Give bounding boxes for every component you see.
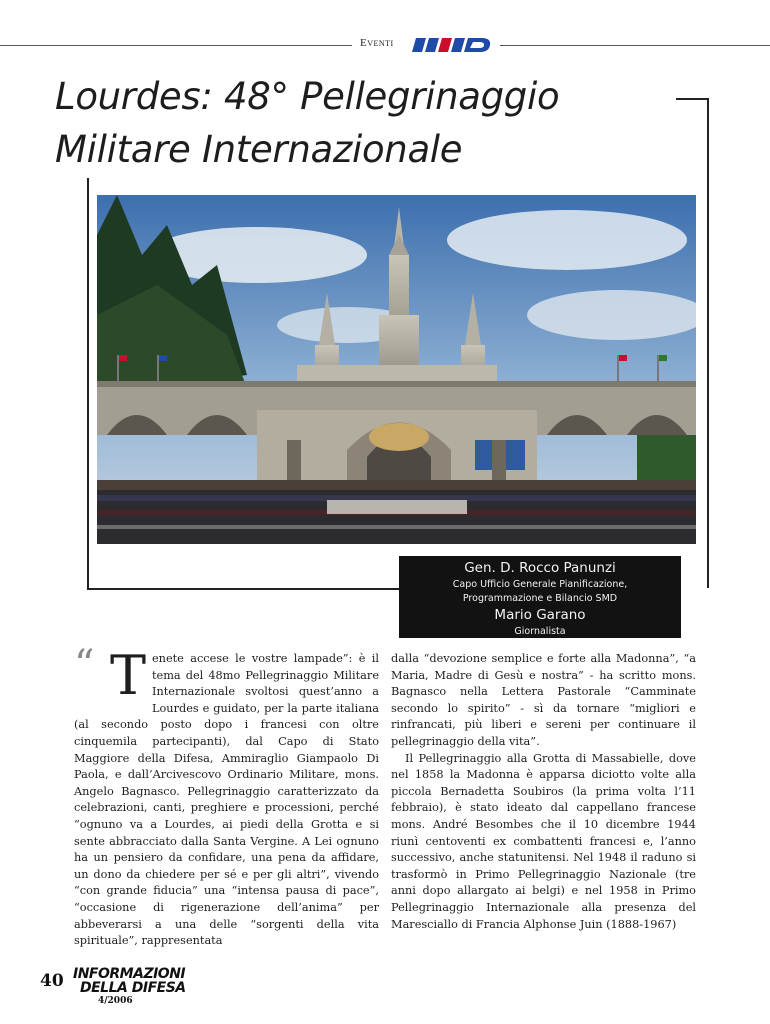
- header-rule-right: [500, 45, 770, 46]
- article-column-right: [391, 651, 696, 933]
- drop-cap-letter: T: [110, 644, 147, 707]
- frame-rule-bottom: [87, 588, 399, 590]
- author-role-line: Giornalista: [514, 626, 566, 637]
- drop-cap: [74, 642, 152, 707]
- frame-rule-left: [87, 178, 89, 590]
- paragraph: Il Pellegrinaggio alla Grotta di Massabielle, dove nel 1858 la Madonna è apparsa diciotto volte alla piccola Bernadetta Soubiros (la prima volta l’11 febbraio), è stato ideato dal cappellano francese mons. André Besombes che il 10 dicembre 1944 riunì centoventi ex combattenti francesi e, l’anno successivo, anche statunitensi. Nel 1948 il raduno si trasformò in Primo Pellegrinaggio Nazionale (tre anni dopo allargato ai belgi) e nel 1958 in Primo Pellegrinaggio Internazionale alla presenza del Maresciallo di Francia Alphonse Juin (1888-1967): [391, 751, 696, 931]
- frame-rule-top: [676, 98, 709, 100]
- smd-logo-icon: [412, 36, 492, 54]
- section-label: Eventi: [360, 37, 394, 49]
- author-role-line: Programmazione e Bilancio SMD: [462, 593, 618, 604]
- issue-number: 4/2006: [98, 996, 133, 1006]
- drop-quote-mark: “: [74, 642, 95, 688]
- article-title: [55, 70, 695, 176]
- magazine-logo-line-1: INFORMAZIONI: [73, 966, 186, 982]
- basilica-photo: [97, 195, 696, 544]
- title-line-2: Militare Internazionale: [55, 128, 463, 171]
- paragraph: enete accese le vostre lampade”: è il tema del 48mo Pellegrinaggio Militare Internazionale svoltosi quest’anno a Lourdes e guidato, per la parte italiana (al secondo posto dopo i francesi con oltre cinquemila partecipanti), dal Capo di Stato Maggiore della Difesa, Ammiraglio Giampaolo Di Paola, e dall’Arcivescovo Ordinario Militare, mons. Angelo Bagnasco. Pellegrinaggio caratterizzato da celebrazioni, canti, preghiere e processioni, perché “ognuno va a Lourdes, ai piedi della Grotta e si sente abbracciato dalla Santa Vergine. A Lei ognuno ha un pensiero da confidare, una pena da affidare, un dono da chiedere per sé e per gli altri”, vivendo “con grande fiducia” una “intensa pausa di pace”, “occasione di rigenerazione dell’anima” per abbeverarsi a una delle “sorgenti della vita spirituale”, rappresentata: [74, 652, 379, 948]
- byline-box: [399, 556, 681, 638]
- paragraph: dalla “devozione semplice e forte alla Madonna”, “a Maria, Madre di Gesù e nostra” - ha scritto mons. Bagnasco nella Lettera Pastorale “Camminate secondo lo spirito” - sì da tornare “migliori e rinfrancati, più liberi e sereni per continuare il pellegrinaggio della vita”.: [391, 652, 696, 748]
- page-number: 40: [40, 971, 64, 991]
- article-column-left: [74, 642, 379, 950]
- author-name: Mario Garano: [494, 607, 586, 623]
- frame-rule-right: [707, 98, 709, 588]
- author-name: Gen. D. Rocco Panunzi: [464, 560, 616, 576]
- title-line-1: Lourdes: 48° Pellegrinaggio: [55, 75, 560, 118]
- magazine-logo-line-2: DELLA DIFESA: [80, 980, 186, 996]
- header-rule-left: [0, 45, 352, 46]
- author-role-line: Capo Ufficio Generale Pianificazione,: [452, 579, 628, 590]
